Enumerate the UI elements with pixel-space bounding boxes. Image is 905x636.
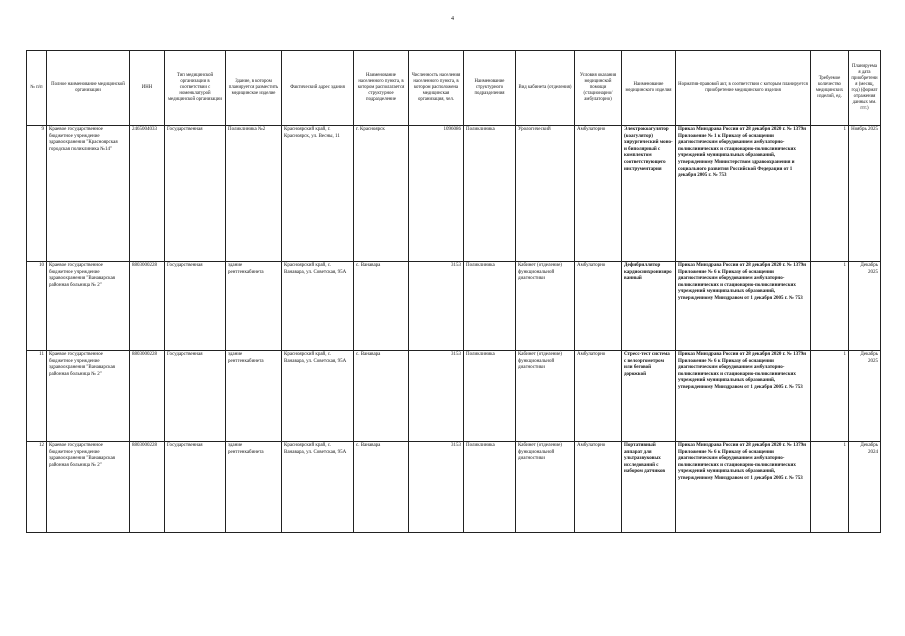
legal-act: Приказ Минздрава России от 28 декабря 2020 г. № 1379н Приложение № 6 к Приказу об оснащении диагностическим оборудованием амбулаторно-поликлинических и стационарно-поликлинических учреждений муниципальных образований, утвержденному Минздравом от 1 декабря 2005 г. № 753 [676,351,811,442]
header-cell: № п/п [27,51,47,126]
division: Поликлиника [464,442,516,533]
care-conditions: Амбулаторно [575,442,622,533]
device-name: Портативный аппарат для ультразвуковых исследований с набором датчиков [622,442,676,533]
address: Красноярский край, с. Ванавара, ул. Советская, 95А [282,351,354,442]
device-name: Стресс-тест система с велоэргометром или беговой дорожкой [622,351,676,442]
header-cell: Здание, в котором планируется разместить медицинское изделие [226,51,282,126]
header-cell: Планируемая дата приобретения (месяц, год) (формат отражения данных мм. ггг.) [849,51,881,126]
quantity: 1 [811,126,849,262]
building: здание рентгенкабинета [226,262,282,351]
header-cell: Наименование медицинского изделия [622,51,676,126]
inn: 8803000228 [130,351,165,442]
planned-date: Ноябрь 2025 [849,126,881,262]
settlement: с. Ванавара [354,262,409,351]
division: Поликлиника [464,262,516,351]
population: 1096086 [409,126,464,262]
cabinet-type: Кабинет (отделение) функциональной диагностики [516,442,575,533]
care-conditions: Амбулаторно [575,351,622,442]
org-name: Краевое государственное бюджетное учреждение здравоохранения "Ванаварская районная больница № 2" [47,351,130,442]
header-cell: Численность населения населенного пункта, в котором расположена медицинская организация, чел. [409,51,464,126]
care-conditions: Амбулаторно [575,262,622,351]
header-cell: Наименование структурного подразделения [464,51,516,126]
header-row [27,51,881,126]
header-cell: Условия оказания медицинской помощи (стационарно/амбулаторно) [575,51,622,126]
org-type: Государственная [165,126,226,262]
legal-act: Приказ Минздрава России от 28 декабря 2020 г. № 1379н Приложение № 6 к Приказу об оснащении диагностическим оборудованием амбулаторно-поликлинических и стационарно-поликлинических учреждений муниципальных образований, утвержденному Минздравом от 1 декабря 2005 г. № 753 [676,262,811,351]
row-number: 11 [27,351,47,442]
org-type: Государственная [165,442,226,533]
header-cell: Фактический адрес здания [282,51,354,126]
header-cell: Наименование населенного пункта, в котором располагается структурное подразделение [354,51,409,126]
planned-date: Декабрь 2025 [849,351,881,442]
row-number: 9 [27,126,47,262]
address: Красноярский край, с. Ванавара, ул. Советская, 95А [282,262,354,351]
planned-date: Декабрь 2025 [849,262,881,351]
row-number: 10 [27,262,47,351]
quantity: 1 [811,442,849,533]
quantity: 1 [811,351,849,442]
table-row [27,262,881,351]
division: Поликлиника [464,351,516,442]
table-row [27,351,881,442]
address: Красноярский край, г. Красноярск, ул. Весны, 11 [282,126,354,262]
table-row [27,442,881,533]
settlement: с. Ванавара [354,351,409,442]
header-cell: Требуемое количество медицинских изделий, ед. [811,51,849,126]
building: здание рентгенкабинета [226,442,282,533]
row-number: 12 [27,442,47,533]
header-cell: ИНН [130,51,165,126]
page-number: 4 [451,16,454,22]
inn: 8803000228 [130,262,165,351]
inn: 8803000228 [130,442,165,533]
equipment-table [26,50,881,533]
cabinet-type: Кабинет (отделение) функциональной диагностики [516,262,575,351]
population: 3153 [409,351,464,442]
table-row [27,126,881,262]
device-name: Дефибриллятор кардиосинхронизированный [622,262,676,351]
population: 3153 [409,262,464,351]
quantity: 1 [811,262,849,351]
header-cell: Полное наименование медицинской организации [47,51,130,126]
building: здание рентгенкабинета [226,351,282,442]
device-name: Электрокоагулятор (коагулятор) хирургический моно- и биполярный с комплектом соответствующего инструментария [622,126,676,262]
building: Поликлиника №2 [226,126,282,262]
header-cell: Тип медицинской организации в соответствии с номенклатурой медицинской организации [165,51,226,126]
org-name: Краевое государственное бюджетное учреждение здравоохранения "Ванаварская районная больница № 2" [47,262,130,351]
org-type: Государственная [165,351,226,442]
population: 3153 [409,442,464,533]
cabinet-type: Кабинет (отделение) функциональной диагностики [516,351,575,442]
org-name: Краевое государственное бюджетное учреждение здравоохранения "Красноярская городская поликлиника №14" [47,126,130,262]
legal-act: Приказ Минздрава России от 28 декабря 2020 г. № 1379н Приложение № 1 к Приказу об оснащении диагностическим оборудованием амбулаторно-поликлинических и стационарно-поликлинических учреждений муниципальных образований, утвержденному Министерством здравоохранения и социального развития Российской Федерации от 1 декабря 2005 г. № 753 [676,126,811,262]
settlement: г. Красноярск [354,126,409,262]
legal-act: Приказ Минздрава России от 28 декабря 2020 г. № 1379н Приложение № 6 к Приказу об оснащении диагностическим оборудованием амбулаторно-поликлинических и стационарно-поликлинических учреждений муниципальных образований, утвержденному Минздравом от 1 декабря 2005 г. № 753 [676,442,811,533]
header-cell: Вид кабинета (отделения) [516,51,575,126]
planned-date: Декабрь 2024 [849,442,881,533]
inn: 2465004033 [130,126,165,262]
care-conditions: Амбулаторно [575,126,622,262]
cabinet-type: Урологический [516,126,575,262]
settlement: с. Ванавара [354,442,409,533]
division: Поликлиника [464,126,516,262]
org-type: Государственная [165,262,226,351]
header-cell: Норматив-правовой акт, в соответствии с которым планируется приобретение медицинского изделия [676,51,811,126]
org-name: Краевое государственное бюджетное учреждение здравоохранения "Ванаварская районная больница № 2" [47,442,130,533]
address: Красноярский край, с. Ванавара, ул. Советская, 95А [282,442,354,533]
